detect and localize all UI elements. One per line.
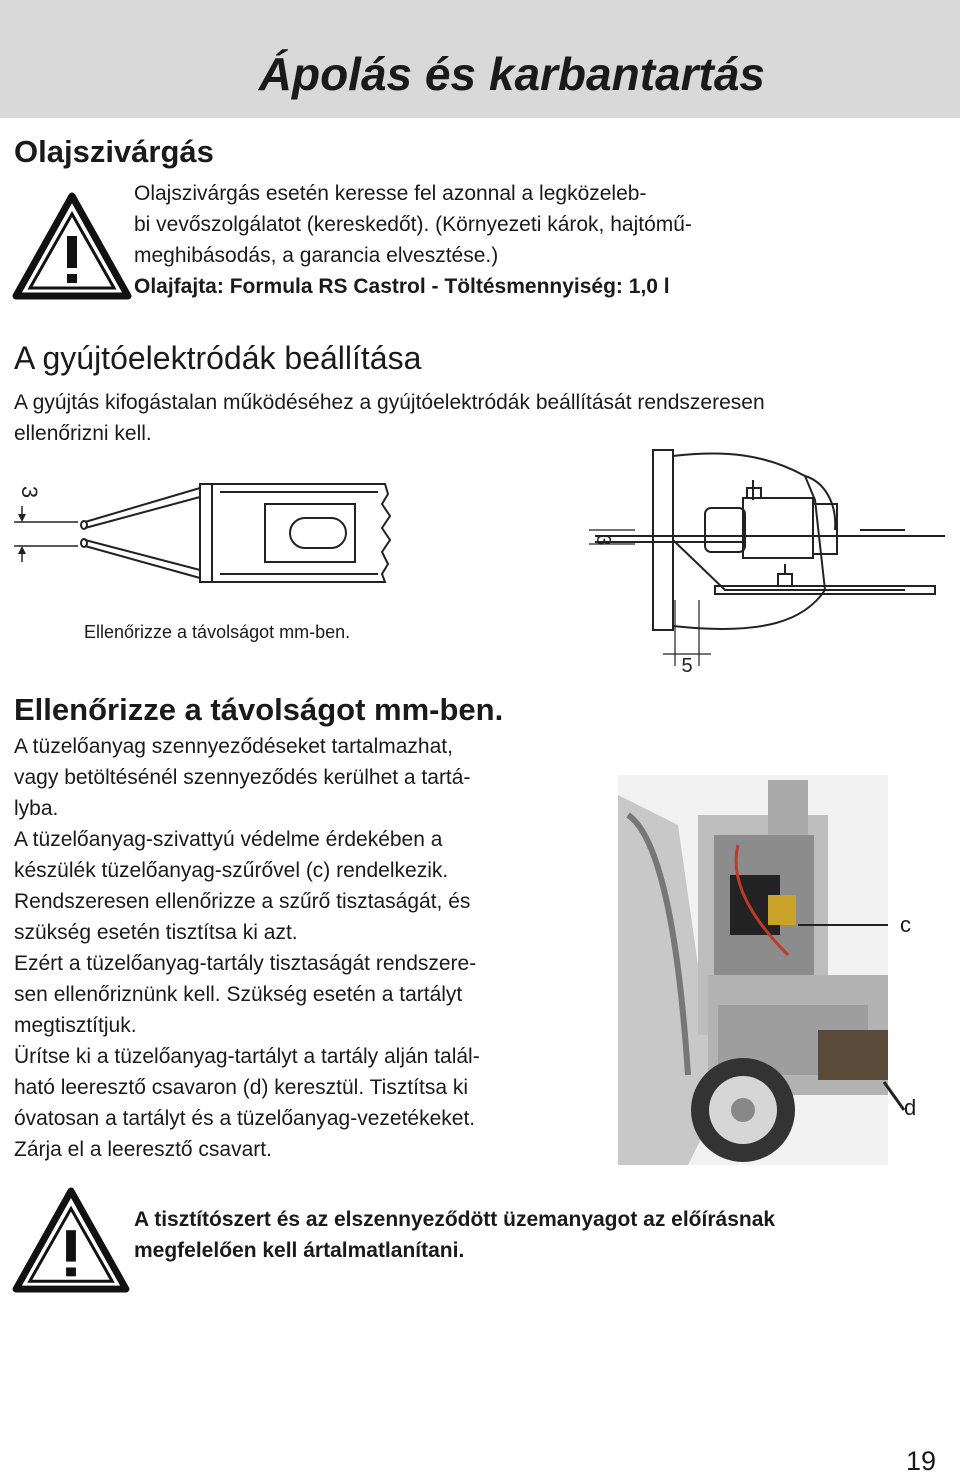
fuel-heading: Ellenőrizze a távolságot mm-ben.	[14, 692, 504, 727]
diagram-caption: Ellenőrizze a távolságot mm-ben.	[84, 622, 351, 642]
burner-electrode-diagram	[575, 440, 955, 680]
oil-leak-text	[134, 178, 692, 271]
text-line: sen ellenőriznünk kell. Szükség esetén a tartályt	[14, 983, 463, 1006]
dimension-label: 3	[592, 534, 614, 546]
page-number: 19	[906, 1446, 937, 1476]
disposal-text	[134, 1204, 775, 1266]
dimension-label: 3	[17, 485, 42, 499]
text-line: Zárja el a leeresztő csavart.	[14, 1138, 272, 1161]
text-line: bi vevőszolgálatot (kereskedőt). (Környezeti károk, hajtómű-	[134, 213, 692, 236]
filter-label: c	[900, 912, 911, 937]
text-line: lyba.	[14, 797, 59, 820]
machine-photo	[618, 775, 888, 1165]
text-line: vagy betöltésénél szennyeződés kerülhet a tartá-	[14, 766, 471, 789]
warning-exclamation-icon	[12, 1187, 130, 1293]
text-line: A tüzelőanyag-szivattyú védelme érdekében a	[14, 828, 443, 851]
text-line: Ürítse ki a tüzelőanyag-tartályt a tartály alján talál-	[14, 1045, 480, 1068]
oil-leak-heading: Olajszivárgás	[14, 134, 214, 169]
text-line: megfelelően kell ártalmatlanítani.	[134, 1239, 465, 1262]
text-line: Ezért a tüzelőanyag-tartály tisztaságát rendszere-	[14, 952, 477, 975]
text-line: A tisztítószert és az elszennyeződött üzemanyagot az előírásnak	[134, 1208, 776, 1231]
oil-spec: Olajfajta: Formula RS Castrol - Töltésmennyiség: 1,0 l	[134, 275, 670, 298]
text-line: meghibásodás, a garancia elvesztése.)	[134, 244, 499, 267]
text-line: Olajszivárgás esetén keresse fel azonnal a legközeleb-	[134, 182, 647, 205]
fuel-text	[14, 731, 480, 1165]
text-line: óvatosan a tartályt és a tüzelőanyag-vezetékeket.	[14, 1107, 476, 1130]
text-line: A tüzelőanyag szennyeződéseket tartalmazhat,	[14, 735, 453, 758]
text-line: Rendszeresen ellenőrizze a szűrő tisztaságát, és	[14, 890, 471, 913]
text-line: készülék tüzelőanyag-szűrővel (c) rendelkezik.	[14, 859, 449, 882]
page-title: Ápolás és karbantartás	[258, 48, 765, 100]
electrode-gap-diagram	[10, 470, 400, 600]
text-line: ellenőrizni kell.	[14, 422, 152, 445]
text-line: ható leeresztő csavaron (d) keresztül. Tisztítsa ki	[14, 1076, 469, 1099]
dimension-label: 5	[681, 655, 693, 677]
electrodes-heading: A gyújtóelektródák beállítása	[14, 340, 422, 376]
text-line: szükség esetén tisztítsa ki azt.	[14, 921, 298, 944]
text-line: megtisztítjuk.	[14, 1014, 137, 1037]
drain-label: d	[904, 1095, 917, 1120]
text-line: A gyújtás kifogástalan működéséhez a gyújtóelektródák beállítását rendszeresen	[14, 391, 765, 414]
warning-exclamation-icon	[12, 192, 132, 300]
